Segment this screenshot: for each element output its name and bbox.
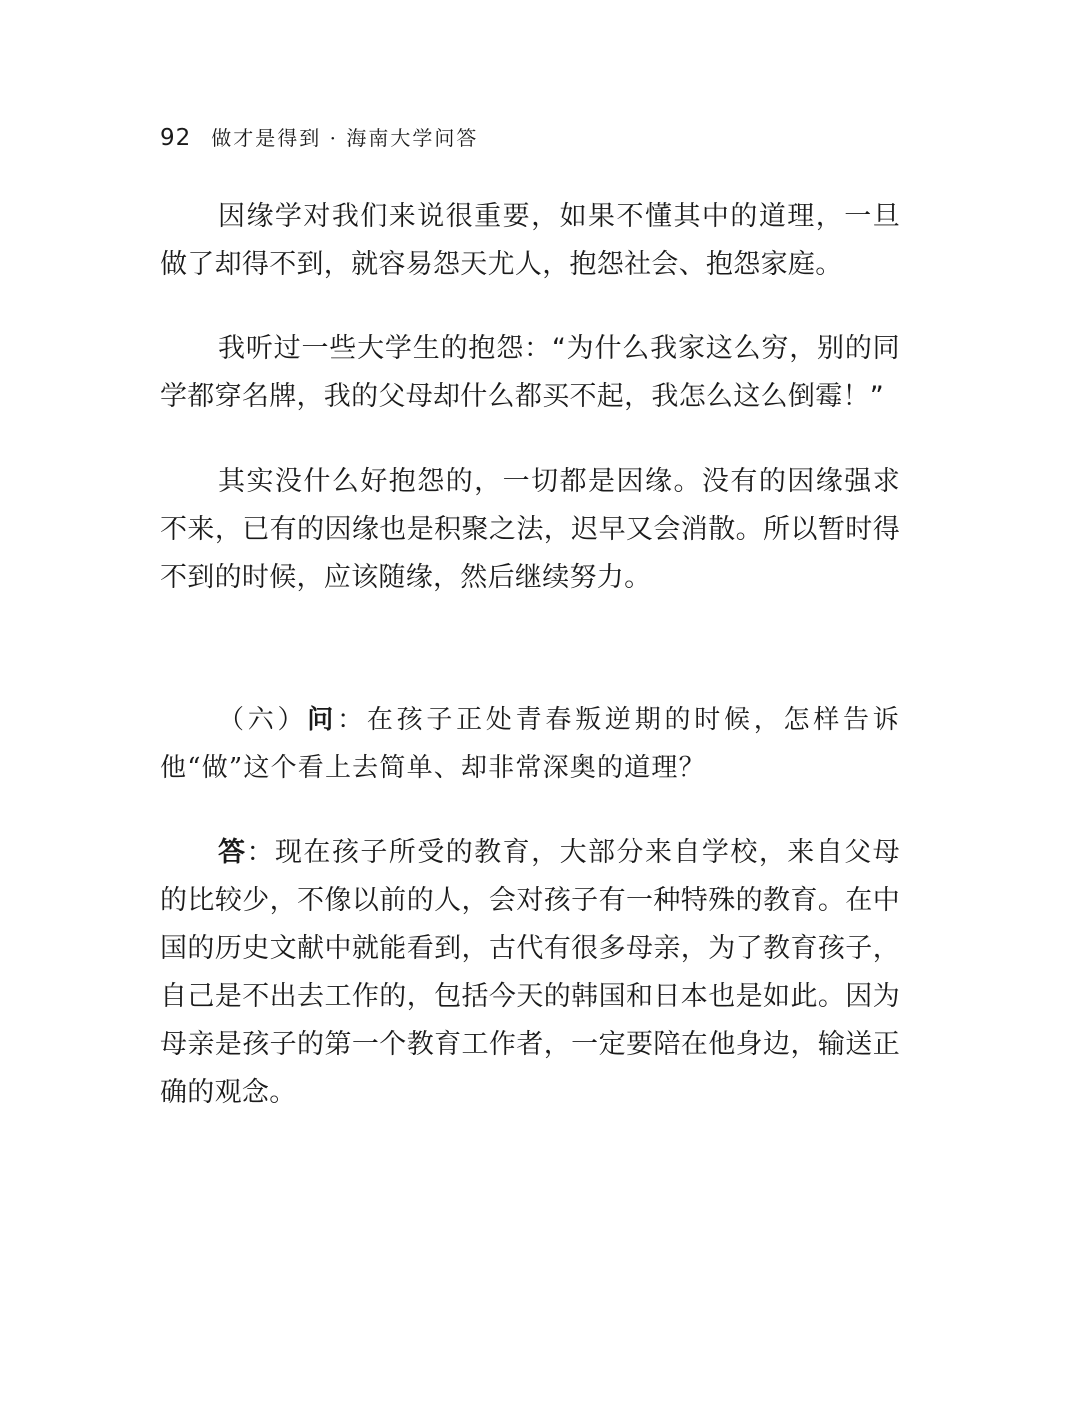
paragraph-1: 因缘学对我们来说很重要，如果不懂其中的道理，一旦做了却得不到，就容易怨天尤人，抱怨社会、抱怨家庭。 (160, 201, 900, 280)
question-block (160, 696, 900, 792)
paragraph-2: 我听过一些大学生的抱怨：“为什么我家这么穷，别的同学都穿名牌，我的父母却什么都买不起，我怎么这么倒霉！” (160, 333, 900, 412)
book-title: 做才是得到 · 海南大学问答 (211, 126, 479, 150)
answer-block (160, 829, 900, 1117)
answer-separator: ： (246, 837, 275, 868)
running-header (160, 122, 478, 158)
question-number: （六） (218, 705, 308, 735)
page-number: 92 (160, 125, 192, 151)
paragraph-3: 其实没什么好抱怨的，一切都是因缘。没有的因缘强求不来，已有的因缘也是积聚之法，迟早又会消散。所以暂时得不到的时候，应该随缘，然后继续努力。 (160, 466, 900, 593)
answer-label: 答 (218, 837, 247, 868)
question-separator: ： (337, 705, 367, 735)
question-text: 在孩子正处青春叛逆期的时候，怎样告诉他“做”这个看上去简单、却非常深奥的道理？ (160, 705, 900, 783)
answer-text: 现在孩子所受的教育，大部分来自学校，来自父母的比较少，不像以前的人，会对孩子有一种特殊的教育。在中国的历史文献中就能看到，古代有很多母亲，为了教育孩子，自己是不出去工作的，包括今天的韩国和日本也是如此。因为母亲是孩子的第一个教育工作者，一定要陪在他身边，输送正确的观念。 (160, 837, 900, 1108)
question-label: 问 (307, 705, 338, 735)
